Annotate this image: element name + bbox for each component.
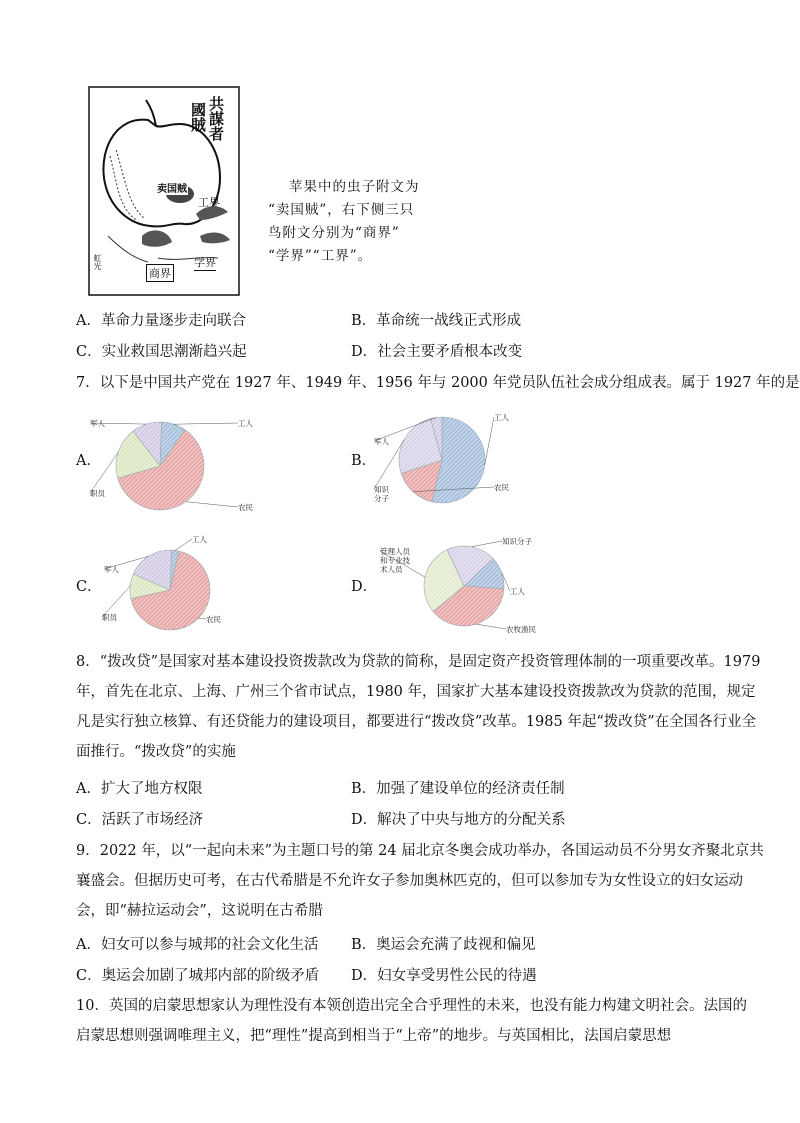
pie-slice-label: 工人: [494, 413, 509, 422]
pie-slice-label: 工人: [510, 587, 525, 596]
pie-slice-label: 农民: [238, 503, 253, 512]
q6-option-c[interactable]: C．实业救国思潮渐趋兴起: [76, 344, 247, 360]
pie-leader-line: [485, 417, 494, 465]
q9-stem: [76, 836, 764, 926]
q7-option-c[interactable]: C．: [76, 579, 102, 595]
pie-slice-label: 知识: [374, 485, 389, 494]
pie-slice-label: 分子: [374, 494, 389, 503]
q7-option-a[interactable]: A．: [76, 453, 101, 469]
pie-slice-label: 农民: [494, 483, 509, 492]
q7-option-d[interactable]: D．: [351, 579, 378, 595]
q9-line: 9．2022 年，以“一起向未来”为主题口号的第 24 届北京冬奥会成功举办，各国运动员不分男女齐聚北京共: [76, 843, 764, 859]
pie-slice-label: 工人: [192, 535, 207, 544]
q8-option-b[interactable]: B．加强了建设单位的经济责任制: [351, 781, 565, 797]
q7-option-b[interactable]: B．: [351, 453, 377, 469]
pie-slice-label: 职员: [90, 489, 105, 498]
pie-chart-d[interactable]: [366, 534, 576, 644]
q10-stem: [76, 991, 747, 1051]
pie-slice-label: 知识分子: [502, 537, 532, 546]
pie-chart-a[interactable]: [90, 410, 278, 520]
q8-stem: [76, 647, 760, 767]
pie-slice-label: 和专业技: [380, 556, 410, 565]
cartoon-figure: [88, 86, 240, 296]
pie-slice-label: 军人: [104, 565, 119, 574]
pie-leader-line: [472, 541, 502, 547]
q8-option-d[interactable]: D．解决了中央与地方的分配关系: [351, 812, 566, 828]
pie-slice-label: 术人员: [380, 565, 403, 574]
pie-leader-line: [186, 502, 238, 507]
q9-option-b[interactable]: B．奥运会充满了歧视和偏见: [351, 937, 536, 953]
pie-chart-c[interactable]: [98, 536, 278, 646]
pie-leader-line: [175, 539, 192, 550]
q8-line: 年，首先在北京、上海、广州三个省市试点，1980 年，国家扩大基本建设投资拨款改为贷款的范围，规定: [76, 684, 756, 700]
pie-slice-label: 农牧渔民: [506, 625, 536, 634]
pie-slice-label: 军人: [90, 419, 105, 428]
pie-slice-label: 管理人员: [380, 547, 410, 556]
pie-slice-label: 农民: [206, 615, 221, 624]
cartoon-top-text: 共謀者: [207, 96, 225, 141]
q6-option-d[interactable]: D．社会主要矛盾根本改变: [351, 344, 523, 360]
caption-line: 苹果中的虫子附文为: [289, 179, 420, 195]
q8-option-c[interactable]: C．活跃了市场经济: [76, 812, 204, 828]
cartoon-caption: [268, 176, 420, 268]
bird-label-shangjie: 商界: [146, 264, 174, 282]
pie-leader-line: [174, 423, 238, 424]
pie-slice-label: 职员: [102, 613, 117, 622]
q9-option-a[interactable]: A．妇女可以参与城邦的社会文化生活: [76, 937, 319, 953]
pie-chart-b[interactable]: [366, 405, 546, 515]
bird-label-gongjie: 工界: [198, 196, 220, 209]
cartoon-signature: 虹光: [93, 254, 102, 270]
caption-line: “卖国贼”，右下侧三只: [268, 202, 415, 218]
q7-stem: 7．以下是中国共产党在 1927 年、1949 年、1956 年与 2000 年党员队伍社会成分组成表。属于 1927 年的是: [76, 375, 800, 391]
q10-line: 10．英国的启蒙思想家认为理性没有本领创造出完全合乎理性的未来，也没有能力构建文明社会。法国的: [76, 998, 747, 1014]
pie-leader-line: [198, 618, 206, 619]
caption-line: 鸟附文分别为“商界”: [268, 225, 400, 241]
q8-line: 面推行。“拨改贷”的实施: [76, 744, 236, 760]
q6-option-b[interactable]: B．革命统一战线正式形成: [351, 313, 522, 329]
pie-leader-line: [476, 624, 506, 629]
q9-option-c[interactable]: C．奥运会加剧了城邦内部的阶级矛盾: [76, 968, 320, 984]
q9-line: 襄盛会。但据历史可考，在古代希腊是不允许女子参加奥林匹克的，但可以参加专为女性设立的妇女运动: [76, 873, 743, 889]
apple-worm-label: 卖国贼: [156, 180, 188, 195]
q8-option-a[interactable]: A．扩大了地方权限: [76, 781, 203, 797]
q9-option-d[interactable]: D．妇女享受男性公民的待遇: [351, 968, 537, 984]
bird-label-xuejie: 学界: [194, 256, 216, 269]
q6-option-a[interactable]: A．革命力量逐步走向联合: [76, 313, 246, 329]
q9-line: 会，即“赫拉运动会”，这说明在古希腊: [76, 903, 323, 919]
cartoon-top-text2: 國賊: [189, 102, 207, 132]
pie-slice-label: 军人: [374, 437, 389, 446]
q8-line: 凡是实行独立核算、有还贷能力的建设项目，都要进行“拨改贷”改革。1985 年起“拨改贷”在全国各行业全: [76, 714, 757, 730]
pie-slice-label: 工人: [238, 419, 253, 428]
caption-line: “学界”“工界”。: [268, 248, 373, 264]
q10-line: 启蒙思想则强调唯理主义，把“理性”提高到相当于“上帝”的地步。与英国相比，法国启蒙思想: [76, 1028, 672, 1044]
q8-line: 8．“拨改贷”是国家对基本建设投资拨款改为贷款的简称，是固定资产投资管理体制的一项重要改革。1979: [76, 654, 761, 670]
